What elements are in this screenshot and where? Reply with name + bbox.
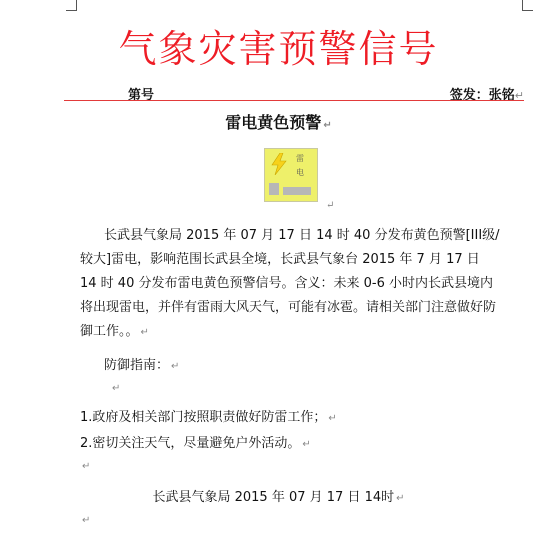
- bolt-icon: [271, 153, 287, 175]
- number-label[interactable]: 第号: [128, 88, 155, 103]
- paragraph-mark: ↵: [326, 200, 335, 211]
- page-corner-marker: [66, 0, 77, 11]
- signer-label[interactable]: 签发：张铭↵: [449, 88, 524, 103]
- page-corner-marker: [522, 0, 533, 11]
- warning-badge: [264, 148, 318, 202]
- empty-paragraph: ↵: [112, 383, 121, 394]
- lightning-yellow-warning-icon[interactable]: [250, 142, 335, 212]
- warning-paragraph[interactable]: 长武县气象局 2015 年 07 月 17 日 14 时 40 分发布黄色预警[III级/较大]雷电，影响范围长武县全境，长武县气象台 2015 年 7 月 17 日 14 时 40 分发布雷电黄色预警信号。含义：未来 0-6 小时内长武县境内将出现雷电，并伴有雷雨大风天气，可能有冰雹。请相关部门注意做好防御工作。。 ↵: [80, 228, 500, 339]
- badge-char-bottom: 电: [296, 168, 304, 177]
- meta-row: [64, 84, 524, 103]
- document-footer[interactable]: 长武县气象局 2015 年 07 月 17 日 14时 ↵: [152, 490, 405, 505]
- badge-char-top: 雷: [296, 154, 304, 163]
- warning-subtitle[interactable]: 雷电黄色预警 ↵: [225, 113, 332, 132]
- guide-item-2[interactable]: 2.密切关注天气，尽量避免户外活动。 ↵: [80, 436, 311, 451]
- guide-item-1[interactable]: 1.政府及相关部门按照职责做好防雷工作； ↵: [80, 410, 337, 425]
- empty-paragraph: ↵: [82, 515, 91, 526]
- red-divider-line: [64, 100, 524, 101]
- document-title[interactable]: 气象灾害预警信号: [118, 27, 439, 71]
- badge-block: [269, 183, 279, 195]
- empty-paragraph: ↵: [82, 461, 91, 472]
- badge-block: [283, 187, 311, 195]
- guide-label[interactable]: 防御指南： ↵: [104, 358, 180, 373]
